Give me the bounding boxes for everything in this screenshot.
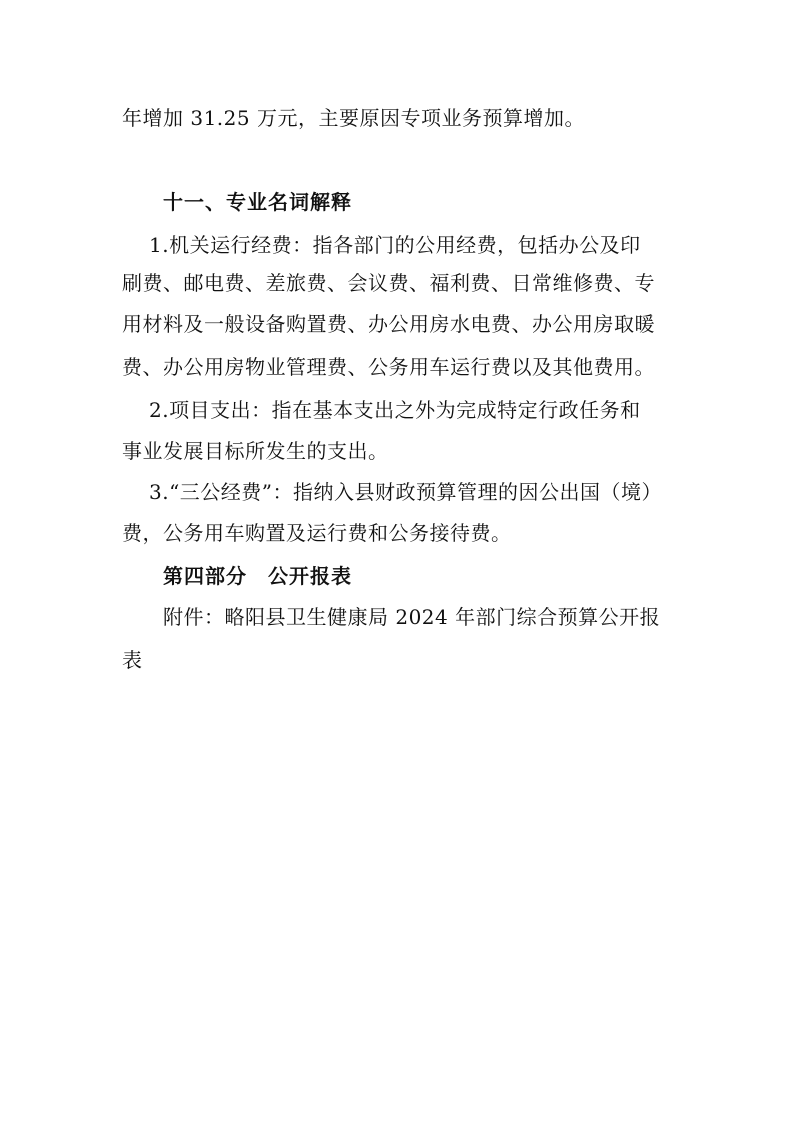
paragraph-line: 事业发展目标所发生的支出。	[122, 439, 389, 463]
paragraph-line: 2.项目支出：指在基本支出之外为完成特定行政任务和	[149, 398, 641, 422]
paragraph-line: 费，公务用车购置及运行费和公务接待费。	[122, 521, 512, 545]
paragraph-line: 1.机关运行经费：指各部门的公用经费，包括办公及印	[149, 233, 641, 257]
paragraph-line: 费、办公用房物业管理费、公务用车运行费以及其他费用。	[122, 355, 655, 379]
paragraph-line: 3.“三公经费”：指纳入县财政预算管理的因公出国（境）	[149, 480, 663, 504]
attachment-line: 附件：略阳县卫生健康局 2024 年部门综合预算公开报	[163, 605, 661, 629]
paragraph-line: 年增加 31.25 万元，主要原因专项业务预算增加。	[122, 106, 585, 130]
part-heading: 第四部分 公开报表	[163, 564, 352, 588]
paragraph-line: 刷费、邮电费、差旅费、会议费、福利费、日常维修费、专	[122, 271, 655, 295]
section-heading: 十一、专业名词解释	[163, 190, 352, 214]
attachment-line: 表	[122, 648, 143, 672]
paragraph-line: 用材料及一般设备购置费、办公用房水电费、办公用房取暖	[122, 312, 655, 336]
